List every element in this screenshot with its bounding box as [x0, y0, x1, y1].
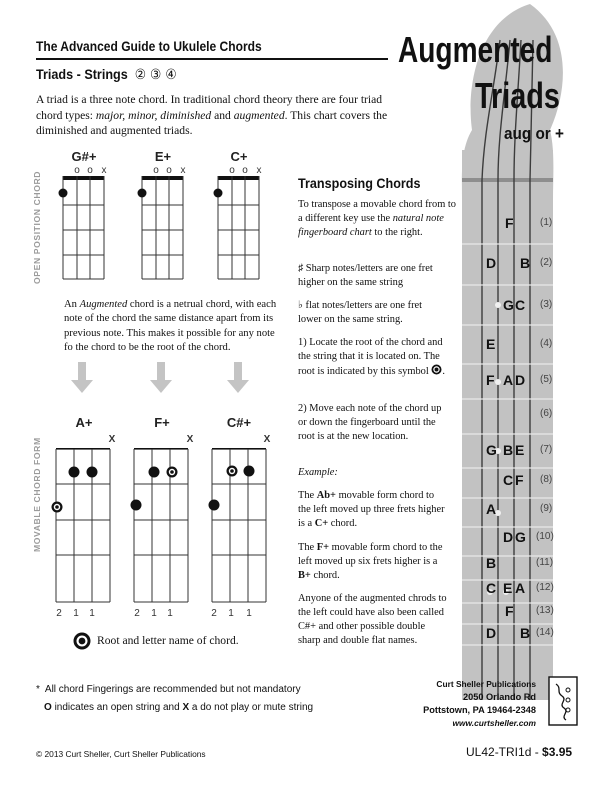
fret-number: (12)	[536, 582, 554, 593]
step-2: 2) Move each note of the chord up or down the fingerboard until the root is at the new location.	[298, 403, 442, 442]
svg-text:o: o	[153, 165, 159, 176]
flat-rule: ♭ flat notes/letters are one fret lower on the same string.	[298, 300, 423, 325]
fingerboard-note: D	[515, 372, 526, 388]
svg-text:x: x	[180, 165, 186, 176]
publisher-city: Pottstown, PA 19464-2348	[423, 705, 536, 715]
fingerboard-note: F	[515, 472, 524, 488]
footnote-fingering: * All chord Fingerings are recommended but not mandatory	[36, 684, 301, 695]
svg-text:o: o	[242, 165, 248, 176]
publisher-name: Curt Sheller Publications	[436, 679, 536, 689]
fingerboard-note: C	[486, 580, 497, 596]
down-arrow-icon	[71, 362, 93, 393]
finger-dot	[214, 189, 223, 198]
down-arrow-icon	[227, 362, 249, 393]
svg-text:X: X	[186, 434, 194, 445]
chord-name: F+	[154, 415, 170, 430]
svg-text:x: x	[101, 165, 107, 176]
fret-number: (5)	[540, 374, 553, 385]
finger-dot	[149, 467, 160, 478]
guide-title: The Advanced Guide to Ukulele Chords	[36, 38, 262, 54]
fingerboard-note: D	[486, 625, 497, 641]
finger-dot	[209, 500, 220, 511]
fret-number: (11)	[536, 557, 554, 568]
open-chord-diagrams	[50, 148, 280, 288]
publisher-street: 2050 Orlando Rd	[462, 692, 536, 702]
root-symbol-icon	[431, 364, 442, 375]
fret-number: (14)	[536, 627, 554, 638]
fingerboard-note: D	[486, 255, 497, 271]
fret-number: (13)	[536, 605, 554, 616]
product-code-price: UL42-TRI1d - $3.95	[466, 745, 573, 759]
footnote-symbols: O indicates an open string and X a do not play or mute string	[44, 702, 314, 713]
open-position-label: OPEN POSITION CHORD	[32, 170, 42, 284]
fingerboard-note: B	[520, 625, 531, 641]
fingerboard-note: A	[486, 501, 497, 517]
copyright: © 2013 Curt Sheller, Curt Sheller Publications	[36, 749, 206, 759]
example-1: The Ab+ movable form chord to the left moved up three frets higher is a C+ chord.	[298, 490, 445, 529]
svg-text:2: 2	[134, 608, 140, 619]
transposing-intro: To transpose a movable chord from to a different key use the natural note fingerboard chart to the right.	[298, 199, 456, 238]
svg-text:1: 1	[89, 608, 95, 619]
chord-diagram-gsharp-aug	[59, 149, 107, 279]
example-2: The F+ movable form chord to the left moved up six frets higher is a B+ chord.	[298, 542, 443, 581]
root-legend-text: Root and letter name of chord.	[97, 634, 239, 647]
chord-name: G#+	[71, 149, 97, 164]
fret-number: (8)	[540, 474, 553, 485]
fret-number: (2)	[540, 257, 553, 268]
flat-icon: ♭	[298, 300, 303, 311]
fingerboard-note: E	[503, 580, 513, 596]
svg-text:2: 2	[56, 608, 62, 619]
step-1: 1) Locate the root of the chord and the string that it is located on. The root is indicated by this symbol .	[298, 337, 445, 377]
string-numbers: ② ③ ④	[134, 67, 177, 83]
svg-text:o: o	[74, 165, 80, 176]
finger-dot	[244, 466, 255, 477]
fingerboard-note: F	[505, 215, 514, 231]
chord-name: A+	[75, 415, 93, 430]
publisher-logo	[548, 676, 578, 726]
chord-diagram-e-aug	[138, 149, 186, 279]
fret-number: (7)	[540, 444, 553, 455]
fingerboard-note: F	[486, 372, 495, 388]
svg-text:2: 2	[211, 608, 217, 619]
fret-number: (6)	[540, 408, 553, 419]
title-aug-symbol: aug or +	[504, 124, 564, 143]
chord-diagram-f-aug	[131, 415, 194, 619]
augmented-explanation: An Augmented chord is a netrual chord, with each note of the chord the same distance apart from its previous note. This makes it possible for any note fo the chord to be the root of the chord.	[64, 299, 277, 354]
fingerboard-note: E	[486, 336, 496, 352]
fingerboard-note: F	[505, 603, 514, 619]
fret-number: (3)	[540, 299, 553, 310]
down-arrows	[66, 358, 256, 398]
intro-paragraph: A triad is a three note chord. In traditional chord theory there are four triad chord types: major, minor, diminished and augmented. This chart covers the diminished and augmented triads.	[36, 93, 388, 138]
chord-diagram-csharp-aug	[209, 415, 271, 619]
movable-chord-diagrams	[50, 412, 280, 627]
fingerboard-note: A	[503, 372, 514, 388]
section-title: Triads - Strings ② ③ ④	[36, 66, 177, 83]
fingerboard-note: G	[503, 297, 514, 313]
chord-diagram-a-aug	[52, 415, 116, 619]
svg-text:1: 1	[228, 608, 234, 619]
fingerboard-note: B	[520, 255, 531, 271]
title-triads: Triads	[475, 75, 560, 116]
fingerboard-note: C	[515, 297, 526, 313]
fingerboard-note: B	[503, 442, 514, 458]
sharp-rule: ♯ Sharp notes/letters are one fret higher on the same string	[298, 263, 433, 288]
svg-text:1: 1	[167, 608, 173, 619]
example-label: Example:	[298, 467, 338, 478]
root-symbol-icon	[72, 631, 92, 651]
finger-dot	[69, 467, 80, 478]
fingerboard-note: E	[515, 442, 525, 458]
example-3: Anyone of the augmented chrods to the left could have also been called C#+ and other possible double sharp and double flat names.	[298, 593, 447, 646]
fingerboard-note: G	[515, 529, 526, 545]
svg-text:X: X	[108, 434, 116, 445]
chord-name: E+	[154, 149, 172, 164]
fret-number: (9)	[540, 503, 553, 514]
finger-dot	[87, 467, 98, 478]
finger-dot	[59, 189, 68, 198]
movable-form-label: MOVABLE CHORD FORM	[32, 437, 42, 552]
chord-diagram-c-aug	[214, 149, 262, 279]
svg-text:X: X	[263, 434, 271, 445]
title-augmented: Augmented	[398, 29, 553, 70]
fingerboard-note: D	[503, 529, 514, 545]
open-string-symbol: O	[44, 702, 52, 713]
fingerboard-note: G	[486, 442, 497, 458]
chord-name: C#+	[226, 415, 252, 430]
chord-name: C+	[230, 149, 248, 164]
fingerboard-note: A	[515, 580, 526, 596]
svg-text:o: o	[87, 165, 93, 176]
finger-dot	[138, 189, 147, 198]
transposing-title: Transposing Chords	[298, 175, 421, 191]
publisher-web[interactable]: www.curtsheller.com	[452, 718, 536, 728]
fingerboard-note: C	[503, 472, 514, 488]
svg-text:o: o	[166, 165, 172, 176]
price: $3.95	[542, 745, 573, 759]
fret-number: (10)	[536, 531, 554, 542]
svg-text:1: 1	[73, 608, 79, 619]
fingerboard-note: B	[486, 555, 497, 571]
sharp-icon: ♯	[298, 263, 304, 274]
down-arrow-icon	[150, 362, 172, 393]
svg-text:x: x	[256, 165, 262, 176]
svg-text:1: 1	[246, 608, 252, 619]
svg-text:1: 1	[151, 608, 157, 619]
svg-text:o: o	[229, 165, 235, 176]
mute-string-symbol: X	[182, 702, 190, 713]
fret-number: (1)	[540, 217, 553, 228]
publisher-info	[380, 678, 536, 730]
fret-number: (4)	[540, 338, 553, 349]
finger-dot	[131, 500, 142, 511]
